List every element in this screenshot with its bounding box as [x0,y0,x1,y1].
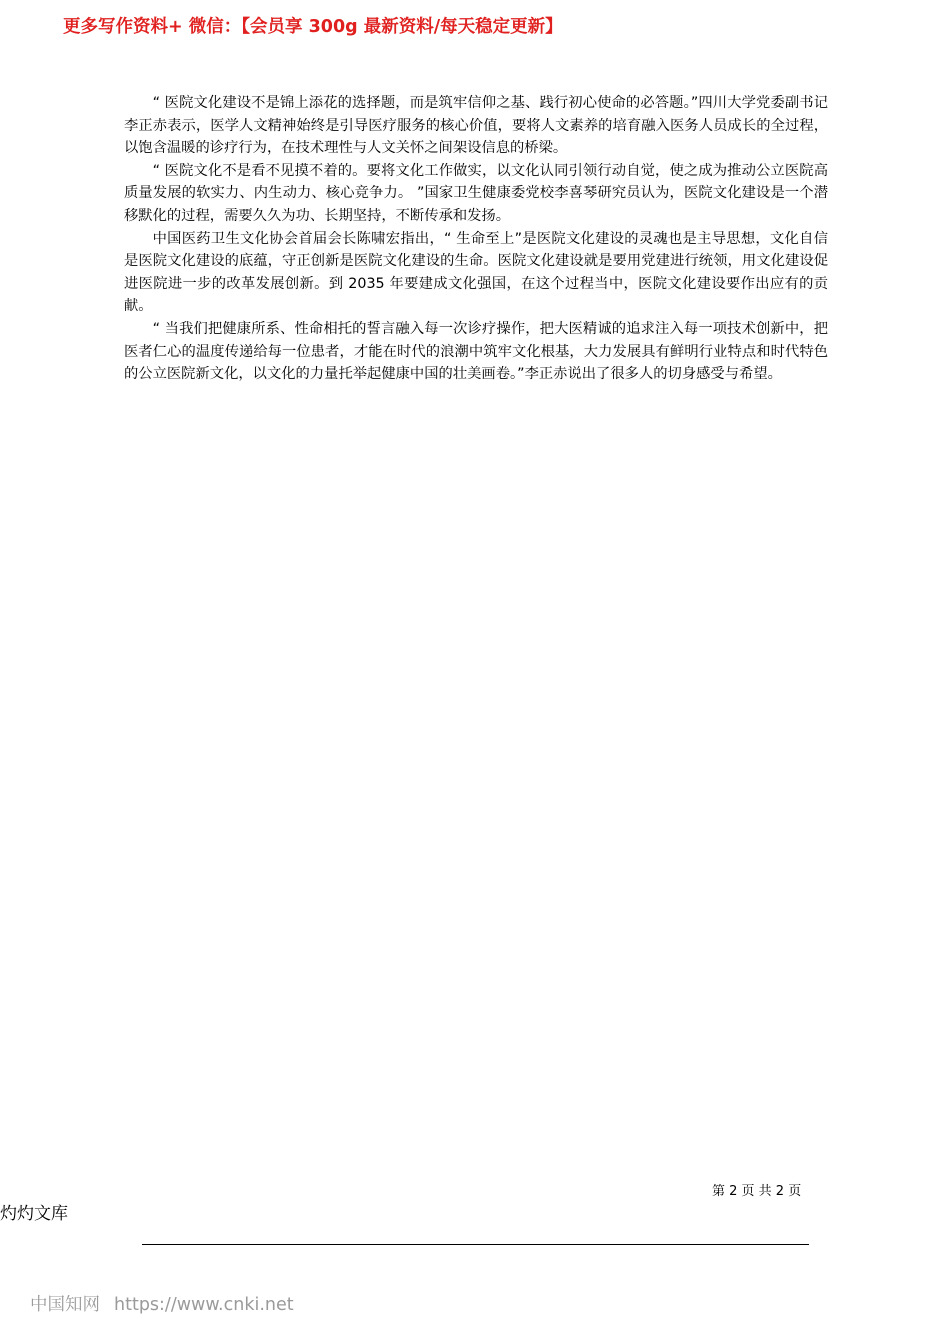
article-paragraph: 中国医药卫生文化协会首届会长陈啸宏指出，“ 生命至上”是医院文化建设的灵魂也是主导思想，文化自信是医院文化建设的底蕴，守正创新是医院文化建设的生命。医院文化建设就是要用党建进行统领，用文化建设促进医院进一步的改革发展创新。到 2035 年要建成文化强国，在这个过程当中，医院文化建设要作出应有的贡献。 [124,230,829,315]
article-paragraph: “ 医院文化建设不是锦上添花的选择题，而是筑牢信仰之基、践行初心使命的必答题。”四川大学党委副书记李正赤表示，医学人文精神始终是引导医疗服务的核心价值，要将人文素养的培育融入医务人员成长的全过程，以饱含温暖的诊疗行为，在技术理性与人文关怀之间架设信息的桥梁。 [124,95,828,157]
footer-divider [142,1244,809,1245]
library-name: 灼灼文库 [0,1204,68,1224]
article-body [124,92,828,386]
watermark [30,1292,294,1318]
page-indicator: 第 2 页 共 2 页 [712,1184,802,1199]
watermark-site-name: 中国知网 [30,1295,100,1315]
article-paragraph: “ 当我们把健康所系、性命相托的誓言融入每一次诊疗操作，把大医精诚的追求注入每一项技术创新中，把医者仁心的温度传递给每一位患者，才能在时代的浪潮中筑牢文化根基，大力发展具有鲜明行业特点和时代特色的公立医院新文化，以文化的力量托举起健康中国的壮美画卷。”李正赤说出了很多人的切身感受与希望。 [124,320,828,383]
watermark-url: https://www.cnki.net [114,1295,294,1315]
promo-banner: 更多写作资料+ 微信：【会员享 300g 最新资料/每天稳定更新】 [63,17,563,37]
article-paragraph: “ 医院文化不是看不见摸不着的。要将文化工作做实，以文化认同引领行动自觉，使之成为推动公立医院高质量发展的软实力、内生动力、核心竞争力。 ”国家卫生健康委党校李喜琴研究员认为，医院文化建设是一个潜移默化的过程，需要久久为功、长期坚持，不断传承和发扬。 [124,162,828,224]
